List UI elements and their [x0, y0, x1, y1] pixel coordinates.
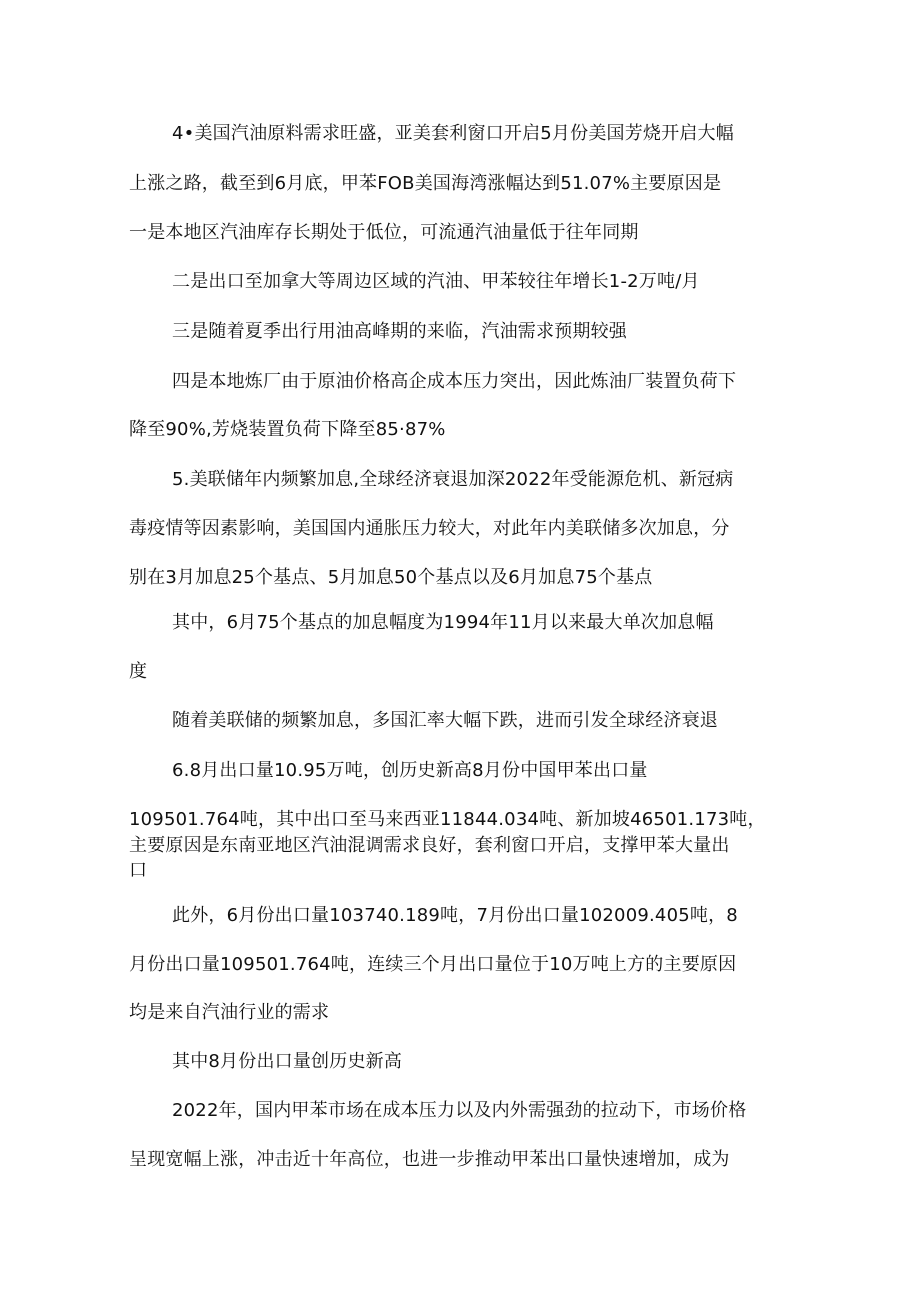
text-line: 109501.764吨，其中出口至马来西亚11844.034吨、新加坡46501.173吨，: [129, 809, 766, 830]
text-line: 降至90%,芳烧装置负荷下降至85·87%: [129, 419, 446, 440]
text-line: 2022年，国内甲苯市场在成本压力以及内外需强劲的拉动下，市场价格: [172, 1100, 747, 1121]
text-line: 别在3月加息25个基点、5月加息50个基点以及6月加息75个基点: [129, 567, 653, 588]
text-line: 主要原因是东南亚地区汽油混调需求良好，套利窗口开启，支撑甲苯大量出: [129, 835, 730, 856]
text-line: 6.8月出口量10.95万吨，创历史新高8月份中国甲苯出口量: [172, 760, 648, 781]
text-line: 度: [129, 661, 148, 682]
text-line: 4•美国汽油原料需求旺盛，亚美套利窗口开启5月份美国芳烧开启大幅: [172, 123, 734, 144]
text-line: 上涨之路，截至到6月底，甲苯FOB美国海湾涨幅达到51.07%主要原因是: [129, 173, 722, 194]
text-line: 一是本地区汽油库存长期处于低位，可流通汽油量低于往年同期: [129, 222, 639, 243]
text-line: 月份出口量109501.764吨，连续三个月出口量位于10万吨上方的主要原因: [129, 954, 737, 975]
text-line: 毒疫情等因素影响，美国国内通胀压力较大，对此年内美联储多次加息，分: [129, 518, 730, 539]
text-line: 四是本地炼厂由于原油价格高企成本压力突出，因此炼油厂装置负荷下: [172, 371, 737, 392]
text-line: 呈现宽幅上涨，冲击近十年高位，也进一步推动甲苯出口量快速增加，成为: [129, 1149, 730, 1170]
text-line: 均是来自汽油行业的需求: [129, 1002, 330, 1023]
text-line: 三是随着夏季出行用油高峰期的来临，汽油需求预期较强: [172, 321, 627, 342]
text-line: 口: [129, 860, 148, 881]
text-line: 其中，6月75个基点的加息幅度为1994年11月以来最大单次加息幅: [172, 612, 714, 633]
text-line: 5.美联储年内频繁加息,全球经济衰退加深2022年受能源危机、新冠病: [172, 469, 734, 490]
text-line: 随着美联储的频繁加息，多国汇率大幅下跌，进而引发全球经济衰退: [172, 710, 718, 731]
text-line: 二是出口至加拿大等周边区域的汽油、甲苯较往年增长1-2万吨/月: [172, 271, 700, 292]
text-line: 其中8月份出口量创历史新高: [172, 1051, 403, 1072]
text-line: 此外，6月份出口量103740.189吨，7月份出口量102009.405吨，8: [172, 905, 738, 926]
